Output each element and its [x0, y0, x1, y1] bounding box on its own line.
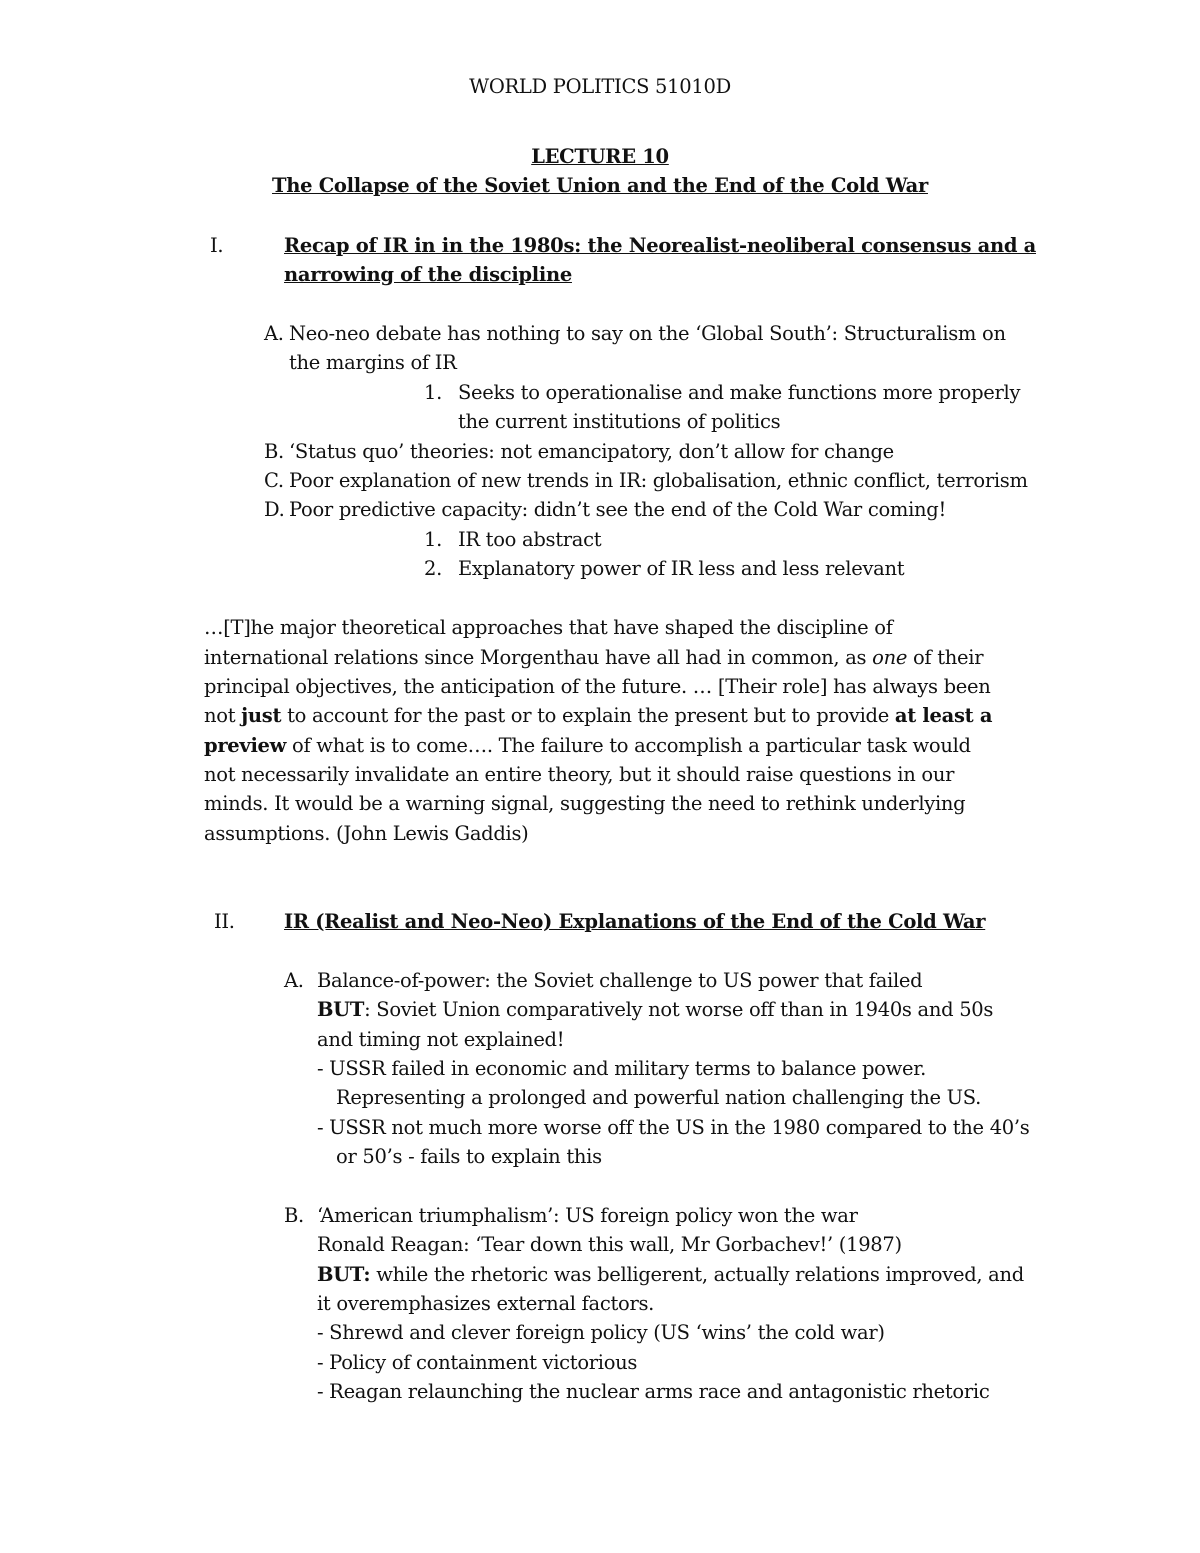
section-1-heading [284, 233, 1036, 259]
quote-bold-at-least-a: at least a [894, 704, 993, 727]
lecture-title-text: The Collapse of the Soviet Union and the End of the Cold War [272, 174, 928, 197]
item-1a1-text: Seeks to operationalise and make functions more properly [458, 381, 1021, 404]
quote-bold-just: just [241, 704, 282, 727]
item-2a-text: Balance-of-power: the Soviet challenge to US power that failed [317, 969, 923, 992]
item-1a1-num: 1. [424, 381, 443, 404]
item-2a-but-rest: : Soviet Union comparatively not worse off than in 1940s and 50s [364, 998, 994, 1021]
course-header: WORLD POLITICS 51010D [469, 75, 731, 98]
item-2b-reagan-quote: Ronald Reagan: ‘Tear down this wall, Mr Gorbachev!’ (1987) [317, 1233, 902, 1256]
section-1-heading-cont [284, 262, 572, 288]
item-2a-but: BUT [317, 998, 365, 1021]
item-1c-label: C. [264, 469, 284, 492]
item-2b-dash-1: - Shrewd and clever foreign policy (US ‘wins’ the cold war) [317, 1321, 885, 1344]
quote-emphasis-one: one [872, 646, 908, 669]
quote-line-6: not necessarily invalidate an entire theory, but it should raise questions in our [204, 763, 955, 786]
item-2a-dash-2-cont: or 50’s - fails to explain this [336, 1145, 602, 1168]
item-2b-but-line [317, 1262, 1024, 1288]
item-2b-but-rest: while the rhetoric was belligerent, actually relations improved, and [370, 1263, 1024, 1286]
item-2b-dash-2: - Policy of containment victorious [317, 1351, 638, 1374]
quote-bold-preview: preview [204, 734, 287, 757]
quote-line-7: minds. It would be a warning signal, suggesting the need to rethink underlying [204, 792, 966, 815]
item-1a-text-cont: the margins of IR [289, 351, 457, 374]
quote-line-4-b: to account for the past or to explain the present but to provide [281, 704, 895, 727]
section-2-heading-text: IR (Realist and Neo-Neo) Explanations of the End of the Cold War [284, 910, 986, 933]
item-1d-text: Poor predictive capacity: didn’t see the end of the Cold War coming! [289, 498, 946, 521]
item-1a-text: Neo-neo debate has nothing to say on the ‘Global South’: Structuralism on [289, 322, 1006, 345]
quote-line-4-a: not [204, 704, 242, 727]
item-2a-dash-1: - USSR failed in economic and military terms to balance power. [317, 1057, 927, 1080]
quote-line-2-a: international relations since Morgenthau have all had in common, as [204, 646, 873, 669]
item-1d2-text: Explanatory power of IR less and less relevant [458, 557, 905, 580]
item-1d1-text: IR too abstract [458, 528, 602, 551]
section-1-numeral: I. [210, 234, 224, 257]
quote-line-5-b: of what is to come…. The failure to accomplish a particular task would [286, 734, 971, 757]
item-2b-but: BUT: [317, 1263, 371, 1286]
section-2-numeral: II. [214, 910, 235, 933]
lecture-title [0, 173, 1200, 199]
quote-line-3: principal objectives, the anticipation of the future. … [Their role] has always been [204, 675, 991, 698]
item-2a-label: A. [284, 969, 304, 992]
item-2b-text: ‘American triumphalism’: US foreign policy won the war [317, 1204, 858, 1227]
item-1b-label: B. [264, 440, 284, 463]
item-1d1-num: 1. [424, 528, 443, 551]
item-1a-label: A. [264, 322, 284, 345]
section-1-heading-line1: Recap of IR in in the 1980s: the Neorealist-neoliberal consensus and a [284, 234, 1037, 257]
section-2-heading [284, 909, 985, 935]
section-1-heading-line2: narrowing of the discipline [284, 263, 572, 286]
quote-line-2-b: of their [907, 646, 984, 669]
quote-line-4 [204, 703, 992, 729]
item-1d-label: D. [264, 498, 285, 521]
quote-line-2 [204, 645, 983, 671]
item-2b-label: B. [284, 1204, 304, 1227]
item-2b-dash-3: - Reagan relaunching the nuclear arms race and antagonistic rhetoric [317, 1380, 990, 1403]
item-1c-text: Poor explanation of new trends in IR: globalisation, ethnic conflict, terrorism [289, 469, 1028, 492]
quote-line-5 [204, 733, 971, 759]
quote-line-8: assumptions. (John Lewis Gaddis) [204, 822, 529, 845]
item-2a-dash-2: - USSR not much more worse off the US in the 1980 compared to the 40’s [317, 1116, 1030, 1139]
item-2b-text-cont: it overemphasizes external factors. [317, 1292, 655, 1315]
item-2a-dash-1-cont: Representing a prolonged and powerful nation challenging the US. [336, 1086, 982, 1109]
item-2a-text-cont: and timing not explained! [317, 1028, 565, 1051]
item-1b-text: ‘Status quo’ theories: not emancipatory, don’t allow for change [289, 440, 894, 463]
item-1a1-text-cont: the current institutions of politics [458, 410, 781, 433]
quote-line-1: …[T]he major theoretical approaches that have shaped the discipline of [204, 616, 893, 639]
item-2a-but-line [317, 997, 993, 1023]
lecture-number-text: LECTURE 10 [531, 145, 669, 168]
item-1d2-num: 2. [424, 557, 443, 580]
lecture-number [0, 144, 1200, 170]
